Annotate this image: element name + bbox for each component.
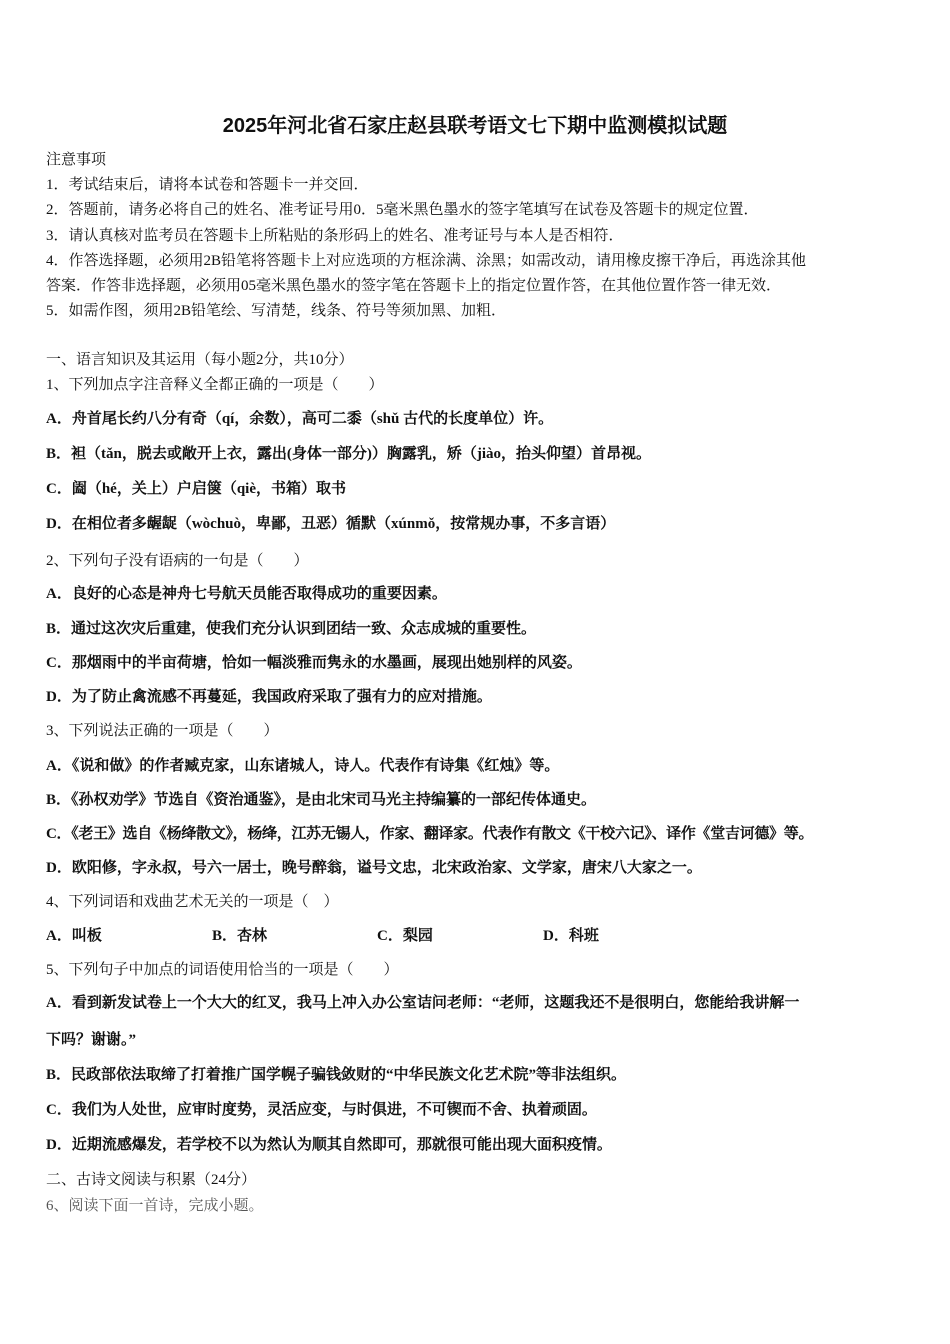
- notice-item: 答案．作答非选择题，必须用05毫米黑色墨水的签字笔在答题卡上的指定位置作答，在其他位置作答一律无效．: [46, 278, 782, 294]
- notice-item: 2．答题前，请务必将自己的姓名、准考证号用0．5毫米黑色墨水的签字笔填写在试卷及答题卡的规定位置．: [46, 202, 759, 218]
- answer-option: C．我们为人处世，应审时度势，灵活应变，与时俱进，不可锲而不舍、执着顽固。: [46, 1102, 597, 1118]
- answer-option: A．叫板: [46, 928, 102, 944]
- notice-heading: 注意事项: [46, 152, 107, 168]
- section-heading: 一、语言知识及其运用（每小题2分，共10分）: [46, 352, 354, 368]
- question-stem: 5、下列句子中加点的词语使用恰当的一项是（ ）: [46, 962, 399, 978]
- answer-option: B．通过这次灾后重建，使我们充分认识到团结一致、众志成城的重要性。: [46, 621, 537, 637]
- answer-option: C．梨园: [377, 928, 433, 944]
- question-stem: 6、阅读下面一首诗，完成小题。: [46, 1198, 264, 1214]
- answer-option: B．民政部依法取缔了打着推广国学幌子骗钱敛财的“中华民族文化艺术院”等非法组织。: [46, 1067, 627, 1083]
- answer-option: A．良好的心态是神舟七号航天员能否取得成功的重要因素。: [46, 586, 447, 602]
- question-stem: 4、下列词语和戏曲艺术无关的一项是（ ）: [46, 894, 339, 910]
- answer-option: D．科班: [543, 928, 599, 944]
- answer-option-continuation: 下吗？谢谢。”: [46, 1032, 137, 1048]
- question-stem: 1、下列加点字注音释义全都正确的一项是（ ）: [46, 377, 384, 393]
- answer-option: B．袒（tǎn，脱去或敞开上衣，露出(身体一部分)）胸露乳，矫（jiào，抬头仰望）首昂视。: [46, 446, 651, 462]
- section-heading: 二、古诗文阅读与积累（24分）: [46, 1172, 257, 1188]
- answer-option: A．《说和做》的作者臧克家，山东诸城人，诗人。代表作有诗集《红烛》等。: [46, 758, 560, 774]
- answer-option: A．舟首尾长约八分有奇（qí，余数），高可二黍（shǔ 古代的长度单位）许。: [46, 411, 554, 427]
- answer-option: D．在相位者多龌龊（wòchuò，卑鄙，丑恶）循默（xúnmǒ，按常规办事，不多言语）: [46, 516, 616, 532]
- answer-option: D．欧阳修，字永叔，号六一居士，晚号醉翁，谥号文忠，北宋政治家、文学家，唐宋八大家之一。: [46, 860, 702, 876]
- answer-option: B．《孙权劝学》节选自《资治通鉴》，是由北宋司马光主持编纂的一部纪传体通史。: [46, 792, 597, 808]
- notice-item: 1．考试结束后，请将本试卷和答题卡一并交回．: [46, 177, 369, 193]
- answer-option: D．为了防止禽流感不再蔓延，我国政府采取了强有力的应对措施。: [46, 689, 492, 705]
- page-title: 2025年河北省石家庄赵县联考语文七下期中监测模拟试题: [222, 115, 728, 137]
- notice-item: 4．作答选择题，必须用2B铅笔将答题卡上对应选项的方框涂满、涂黑；如需改动，请用橡皮擦干净后，再选涂其他: [46, 253, 807, 269]
- answer-option: C．阖（hé，关上）户启箧（qiè，书箱）取书: [46, 481, 347, 497]
- answer-option: A．看到新发试卷上一个大大的红叉，我马上冲入办公室诘问老师：“老师，这题我还不是很明白，您能给我讲解一: [46, 995, 800, 1011]
- answer-option: C．《老王》选自《杨绛散文》，杨绛，江苏无锡人，作家、翻译家。代表作有散文《干校六记》、译作《堂吉诃德》等。: [46, 826, 814, 842]
- answer-option: B．杏林: [212, 928, 268, 944]
- answer-option: D．近期流感爆发，若学校不以为然认为顺其自然即可，那就很可能出现大面积疫情。: [46, 1137, 612, 1153]
- answer-option: C．那烟雨中的半亩荷塘，恰如一幅淡雅而隽永的水墨画，展现出她别样的风姿。: [46, 655, 582, 671]
- question-stem: 2、下列句子没有语病的一句是（ ）: [46, 553, 309, 569]
- notice-item: 5．如需作图，须用2B铅笔绘、写清楚，线条、符号等须加黑、加粗．: [46, 303, 507, 319]
- notice-item: 3．请认真核对监考员在答题卡上所粘贴的条形码上的姓名、准考证号与本人是否相符．: [46, 228, 624, 244]
- question-stem: 3、下列说法正确的一项是（ ）: [46, 723, 279, 739]
